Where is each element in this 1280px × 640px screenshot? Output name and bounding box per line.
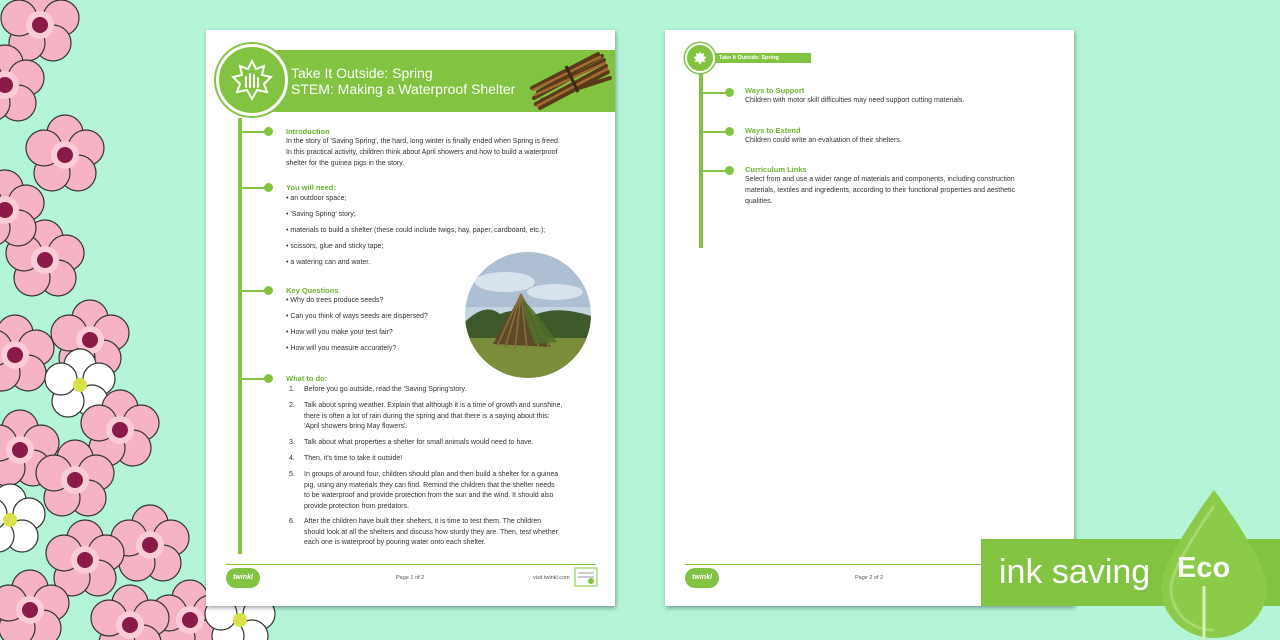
timeline-dot [725,88,734,97]
step-line: 'April showers bring May flowers'. [304,423,408,430]
ways-to-support-heading: Ways to Support [745,86,805,95]
title-line-2: STEM: Making a Waterproof Shelter [291,81,516,97]
step-number: 3. [289,439,295,446]
question-item: • How will you measure accurately? [286,345,397,352]
step-line: Talk about what properties a shelter for small animals would need to have. [304,439,534,446]
step-number: 2. [289,402,295,409]
need-item: • an outdoor space; [286,195,347,202]
what-to-do-heading: What to do: [286,374,328,383]
you-will-need-heading: You will need: [286,183,336,192]
eco-label: Eco [1177,552,1231,584]
curriculum-links-heading: Curriculum Links [745,165,807,174]
step-2 [289,401,563,433]
step-4 [289,454,403,465]
timeline-dot [264,127,273,136]
step-line: After the children have built their shelters, it is time to test them. The children [304,518,542,525]
page-number: Page 1 of 2 [396,575,425,581]
eco-drop-icon [1155,488,1273,640]
question-item: • How will you make your test fair? [286,329,393,336]
step-5 [289,470,559,512]
step-line: Before you go outside, read the 'Saving Spring'story. [304,386,467,393]
leaf-icon [692,50,708,66]
curriculum-line: qualities. [745,198,773,205]
ink-saving-label: ink saving [999,553,1151,591]
spring-leaf-logo [216,44,288,116]
timeline-dot [725,166,734,175]
twinkl-logo: twinkl [226,568,260,588]
section-timeline [699,74,703,248]
step-line: should look at all the shelters and discuss how sturdy they are. Then, test whether [304,528,558,536]
step-number: 4. [289,455,295,462]
step-line: pig, using any materials they can find. Remind the children that the shelter needs [304,481,555,489]
curriculum-line: materials, textiles and ingredients, according to their functional properties and aesthetic [745,187,1016,194]
step-number: 5. [289,471,295,478]
question-item: • Can you think of ways seeds are dispersed? [286,313,428,320]
timeline-dot [725,127,734,136]
step-number: 1. [289,386,295,393]
need-item: • 'Saving Spring' story; [286,211,356,218]
curriculum-line: Select from and use a wider range of materials and components, including construction [745,176,1015,183]
title-line-1: Take It Outside: Spring [291,65,433,81]
leaf-hand-icon [229,57,275,103]
step-line: each one is waterproof by pouring water onto each shelter. [304,539,486,546]
step-line: Talk about spring weather. Explain that although it is a time of growth and sunshine, [304,402,563,409]
extend-text: Children could write an evaluation of their shelters. [745,137,902,144]
need-item: • a watering can and water. [286,259,371,266]
key-questions-heading: Key Questions [286,286,339,295]
footer-url: visit twinkl.com [533,575,570,581]
step-line: In groups of around four, children should plan and then build a shelter for a guinea [304,471,559,478]
intro-line: In this practical activity, children think about April showers and how to build a waterproof [286,149,558,156]
ways-to-extend-heading: Ways to Extend [745,126,801,135]
shelter-photo [465,252,591,378]
support-text: Children with motor skill difficulties may need support cutting materials. [745,97,965,104]
intro-line: shelter for the guinea pigs in the story. [286,160,405,167]
step-3 [289,438,534,449]
step-line: Then, it's time to take it outside! [304,455,403,462]
section-timeline [238,118,242,554]
step-1 [289,385,467,396]
page-2-banner: Take It Outside: Spring [705,53,811,63]
spring-leaf-logo-small [685,43,715,73]
step-6 [289,517,558,549]
step-line: there is often a lot of rain during the spring and that there is a saying about this: [304,412,550,420]
timeline-dot [264,183,273,192]
intro-line: In the story of 'Saving Spring', the hard, long winter is finally ended when Spring is freed. [286,138,560,145]
step-number: 6. [289,518,295,525]
certificate-icon [574,567,598,587]
sticks-bundle-icon [528,48,612,112]
timeline-dot [264,374,273,383]
question-item: • Why do trees produce seeds? [286,297,384,304]
step-line: provide protection from predators. [304,502,410,510]
introduction-heading: Introduction [286,127,330,136]
worksheet-page-1 [206,30,615,606]
twinkl-logo: twinkl [685,568,719,588]
timeline-dot [264,286,273,295]
need-item: • scissors, glue and sticky tape; [286,243,384,250]
need-item: • materials to build a shelter (these could include twigs, hay, paper, cardboard, etc.); [286,227,546,234]
step-line: to be waterproof and provide protection from the sun and the wind. It should also [304,492,554,499]
page-number: Page 2 of 2 [855,575,884,581]
footer-divider [226,564,596,565]
worksheet-page-2 [665,30,1074,606]
